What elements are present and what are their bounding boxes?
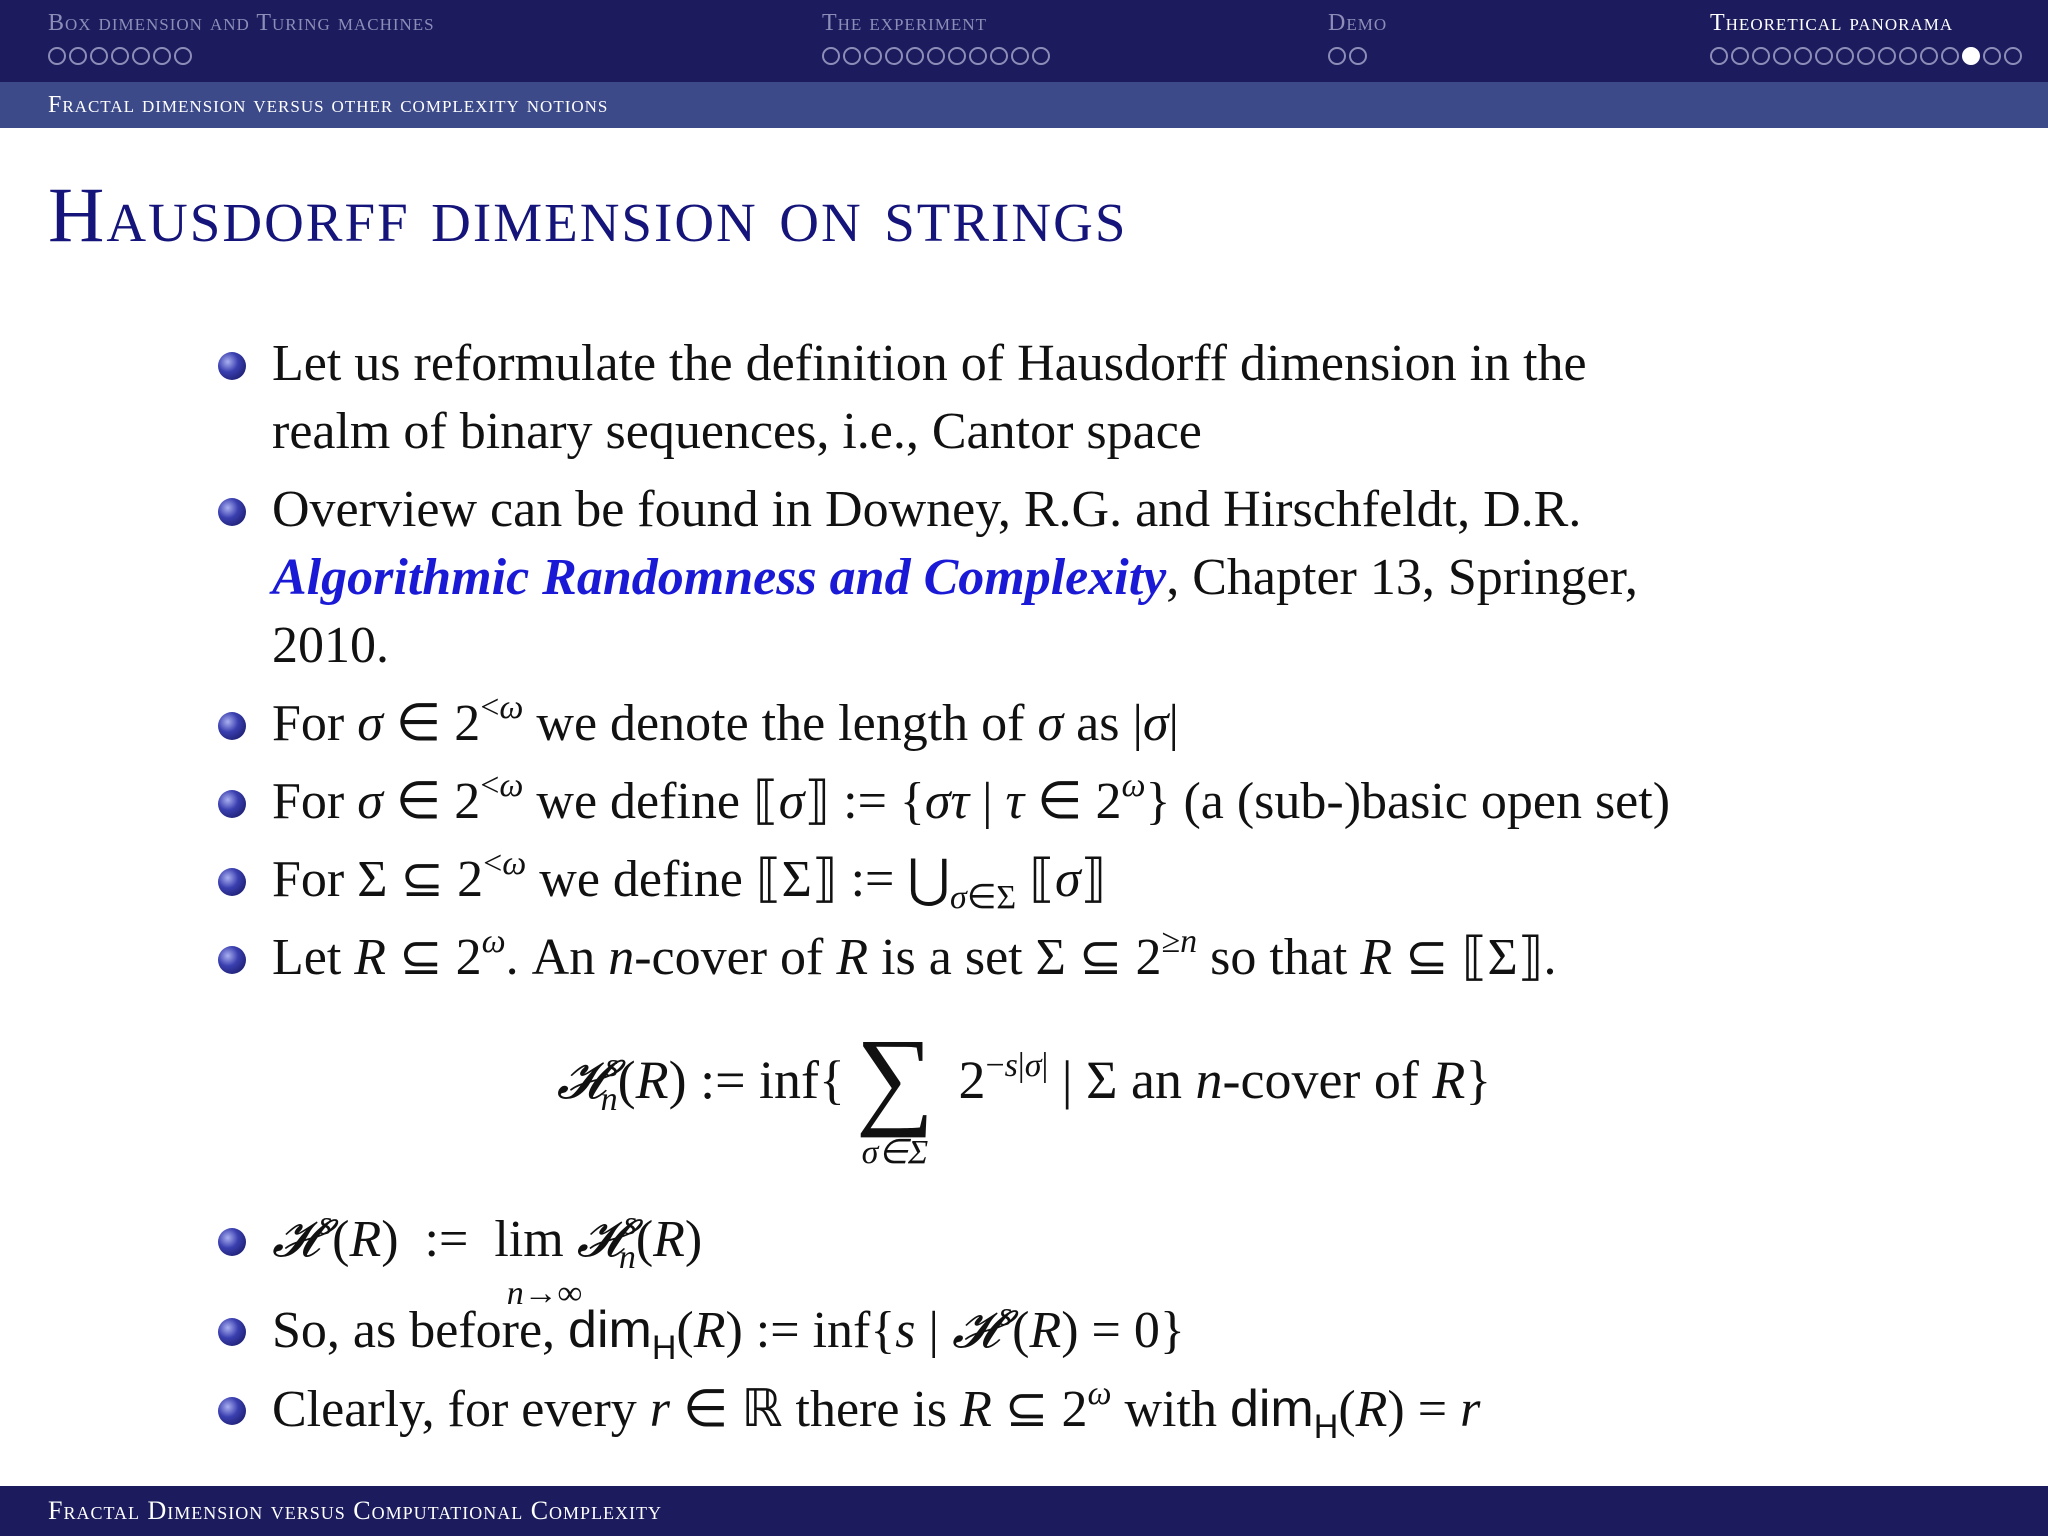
limit-operator: lim n→∞ bbox=[494, 1211, 582, 1312]
slide-dot[interactable] bbox=[153, 47, 171, 65]
slide-dot[interactable] bbox=[969, 47, 987, 65]
bullet-list bbox=[218, 330, 1898, 1002]
slide-dot[interactable] bbox=[822, 47, 840, 65]
bullet-icon bbox=[218, 946, 246, 974]
bullet-icon bbox=[218, 1318, 246, 1346]
nav-section-title[interactable]: Theoretical panorama bbox=[1710, 10, 1954, 36]
slide-dot[interactable] bbox=[48, 47, 66, 65]
hausdorff-measure-formula: 𝓗$^s_n$(R) := inf{∑ σ∈Σ $2^{-s|\sigma|}$ | Σ an n-cover of R} bbox=[556, 1016, 1492, 1171]
bullet-item bbox=[218, 476, 1898, 680]
bullet-text: Clearly, for every r ∈ ℝ there is R ⊆ $2^\omega$ with dim$_H$(R) = r bbox=[272, 1375, 1481, 1446]
slide-dot[interactable] bbox=[990, 47, 1008, 65]
slide-dot[interactable] bbox=[1836, 47, 1854, 65]
slide-dot[interactable] bbox=[1032, 47, 1050, 65]
bullet-item bbox=[218, 1375, 1898, 1444]
slide-dot[interactable] bbox=[1941, 47, 1959, 65]
slide-dot[interactable] bbox=[1878, 47, 1896, 65]
nav-section-title[interactable]: Box dimension and Turing machines bbox=[48, 10, 435, 36]
bullet-icon bbox=[218, 1397, 246, 1425]
slide-dot[interactable] bbox=[1011, 47, 1029, 65]
bullet-item bbox=[218, 768, 1898, 836]
bullet-icon bbox=[218, 498, 246, 526]
nav-section-4[interactable] bbox=[1710, 10, 2022, 65]
bullet-text: 𝓗$^s$(R) := lim n→∞ 𝓗$^s_n$(R) bbox=[272, 1205, 703, 1312]
subsection-title[interactable]: Fractal dimension versus other complexity notions bbox=[48, 92, 609, 118]
slide-dot[interactable] bbox=[1920, 47, 1938, 65]
slide-dot[interactable] bbox=[864, 47, 882, 65]
bullet-list-2 bbox=[218, 1206, 1898, 1454]
slide-dot[interactable] bbox=[1773, 47, 1791, 65]
bullet-item bbox=[218, 846, 1898, 914]
slide-dots bbox=[48, 47, 435, 65]
bullet-text-suffix: , Chapter 13, Springer, 2010. bbox=[272, 549, 1638, 674]
slide-dot[interactable] bbox=[1815, 47, 1833, 65]
bullet-item bbox=[218, 924, 1898, 992]
slide-dot[interactable] bbox=[1983, 47, 2001, 65]
slide-dot[interactable] bbox=[1857, 47, 1875, 65]
bullet-item bbox=[218, 690, 1898, 758]
presentation-title: Fractal Dimension versus Computational Complexity bbox=[48, 1496, 663, 1525]
footer-bar bbox=[0, 1486, 2048, 1536]
book-title-link[interactable]: Algorithmic Randomness and Complexity bbox=[272, 549, 1167, 606]
slide-dot[interactable] bbox=[1710, 47, 1728, 65]
slide-dot[interactable] bbox=[906, 47, 924, 65]
slide-dot[interactable] bbox=[69, 47, 87, 65]
sum-symbol: ∑ σ∈Σ bbox=[855, 1016, 935, 1171]
bullet-icon bbox=[218, 352, 246, 380]
slide-dot[interactable] bbox=[1328, 47, 1346, 65]
bullet-text: So, as before, dim$_H$(R) := inf{s | 𝓗$^s$(R) = 0} bbox=[272, 1296, 1185, 1367]
bullet-item bbox=[218, 330, 1898, 466]
slide-dot[interactable] bbox=[111, 47, 129, 65]
slide-dot[interactable] bbox=[174, 47, 192, 65]
bullet-text: For σ ∈ $2^{<\omega}$ we denote the length of σ as |σ| bbox=[272, 689, 1179, 752]
bullet-text: Let us reformulate the definition of Hausdorff dimension in the realm of binary sequences, i.e., Cantor space bbox=[272, 335, 1587, 460]
slide-dot[interactable] bbox=[1752, 47, 1770, 65]
bullet-text: Let R ⊆ $2^\omega$. An n-cover of R is a set Σ ⊆ $2^{\ge n}$ so that R ⊆ ⟦Σ⟧. bbox=[272, 923, 1557, 986]
slide-dots bbox=[1710, 47, 2022, 65]
nav-section-2[interactable] bbox=[822, 10, 1050, 65]
bullet-item bbox=[218, 1205, 1898, 1312]
slide-dot[interactable] bbox=[948, 47, 966, 65]
current-slide-dot[interactable] bbox=[1962, 47, 1980, 65]
slide-dot[interactable] bbox=[132, 47, 150, 65]
slide-dot[interactable] bbox=[1794, 47, 1812, 65]
nav-section-3[interactable] bbox=[1328, 10, 1387, 65]
bullet-icon bbox=[218, 712, 246, 740]
bullet-text: For σ ∈ $2^{<\omega}$ we define ⟦σ⟧ := {στ | τ ∈ $2^\omega$} (a (sub-)basic open set) bbox=[272, 767, 1671, 830]
slide-title: Hausdorff dimension on strings bbox=[48, 171, 1128, 258]
slide-dot[interactable] bbox=[2004, 47, 2022, 65]
slide-dots bbox=[822, 47, 1050, 65]
section-navigation bbox=[0, 0, 2048, 82]
nav-section-title[interactable]: The experiment bbox=[822, 10, 987, 36]
subsection-bar bbox=[0, 82, 2048, 128]
slide-dot[interactable] bbox=[885, 47, 903, 65]
bullet-icon bbox=[218, 1228, 246, 1256]
nav-section-title[interactable]: Demo bbox=[1328, 10, 1388, 36]
nav-section-1[interactable] bbox=[48, 10, 435, 65]
slide-dot[interactable] bbox=[90, 47, 108, 65]
bullet-item bbox=[218, 1296, 1898, 1365]
slide-dot[interactable] bbox=[843, 47, 861, 65]
bullet-icon bbox=[218, 790, 246, 818]
slide-dot[interactable] bbox=[927, 47, 945, 65]
slide-dots bbox=[1328, 47, 1387, 65]
slide-dot[interactable] bbox=[1899, 47, 1917, 65]
slide-dot[interactable] bbox=[1349, 47, 1367, 65]
slide-dot[interactable] bbox=[1731, 47, 1749, 65]
bullet-text: Overview can be found in Downey, R.G. and Hirschfeldt, D.R. bbox=[272, 481, 1582, 538]
bullet-icon bbox=[218, 868, 246, 896]
bullet-text: For Σ ⊆ $2^{<\omega}$ we define ⟦Σ⟧ := $⋃_{\sigma\in\Sigma}$ ⟦σ⟧ bbox=[272, 845, 1107, 916]
